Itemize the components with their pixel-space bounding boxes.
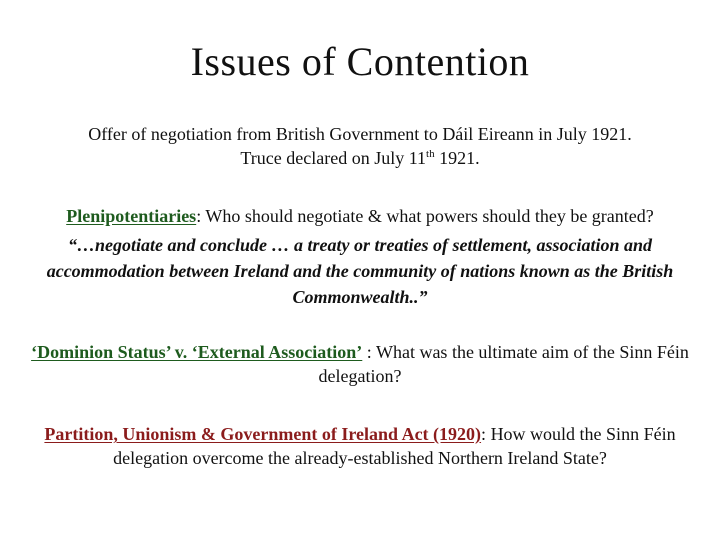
plenipotentiaries-text: Who should negotiate & what powers should they be granted? <box>205 206 654 226</box>
dominion-separator: : <box>362 342 376 362</box>
dominion-paragraph <box>30 340 690 388</box>
partition-text: How would the Sinn Féin delegation overcome the already-established Northern Ireland State? <box>113 424 676 468</box>
intro-line-1: Offer of negotiation from British Government to Dáil Eireann in July 1921. <box>88 124 632 144</box>
plenipotentiaries-paragraph <box>30 204 690 228</box>
partition-paragraph <box>30 422 690 470</box>
plenipotentiaries-label: Plenipotentiaries <box>66 206 197 226</box>
intro-line-2-suffix: 1921. <box>434 148 480 168</box>
intro-paragraph <box>30 122 690 170</box>
partition-separator: : <box>481 424 491 444</box>
quote-paragraph: “…negotiate and conclude … a treaty or treaties of settlement, association and accommodation between Ireland and the community of nations known as the British Commonwealth..” <box>46 235 674 307</box>
partition-label: Partition, Unionism & Government of Ireland Act (1920) <box>44 424 482 444</box>
dominion-text: What was the ultimate aim of the Sinn Féin delegation? <box>318 342 689 386</box>
slide-title: Issues of Contention <box>190 39 530 84</box>
intro-line-2-sup: th <box>426 148 435 160</box>
intro-line-2-prefix: Truce declared on July 11 <box>240 148 427 168</box>
plenipotentiaries-separator: : <box>196 206 206 226</box>
dominion-label: ‘Dominion Status’ v. ‘External Association’ <box>31 342 363 362</box>
